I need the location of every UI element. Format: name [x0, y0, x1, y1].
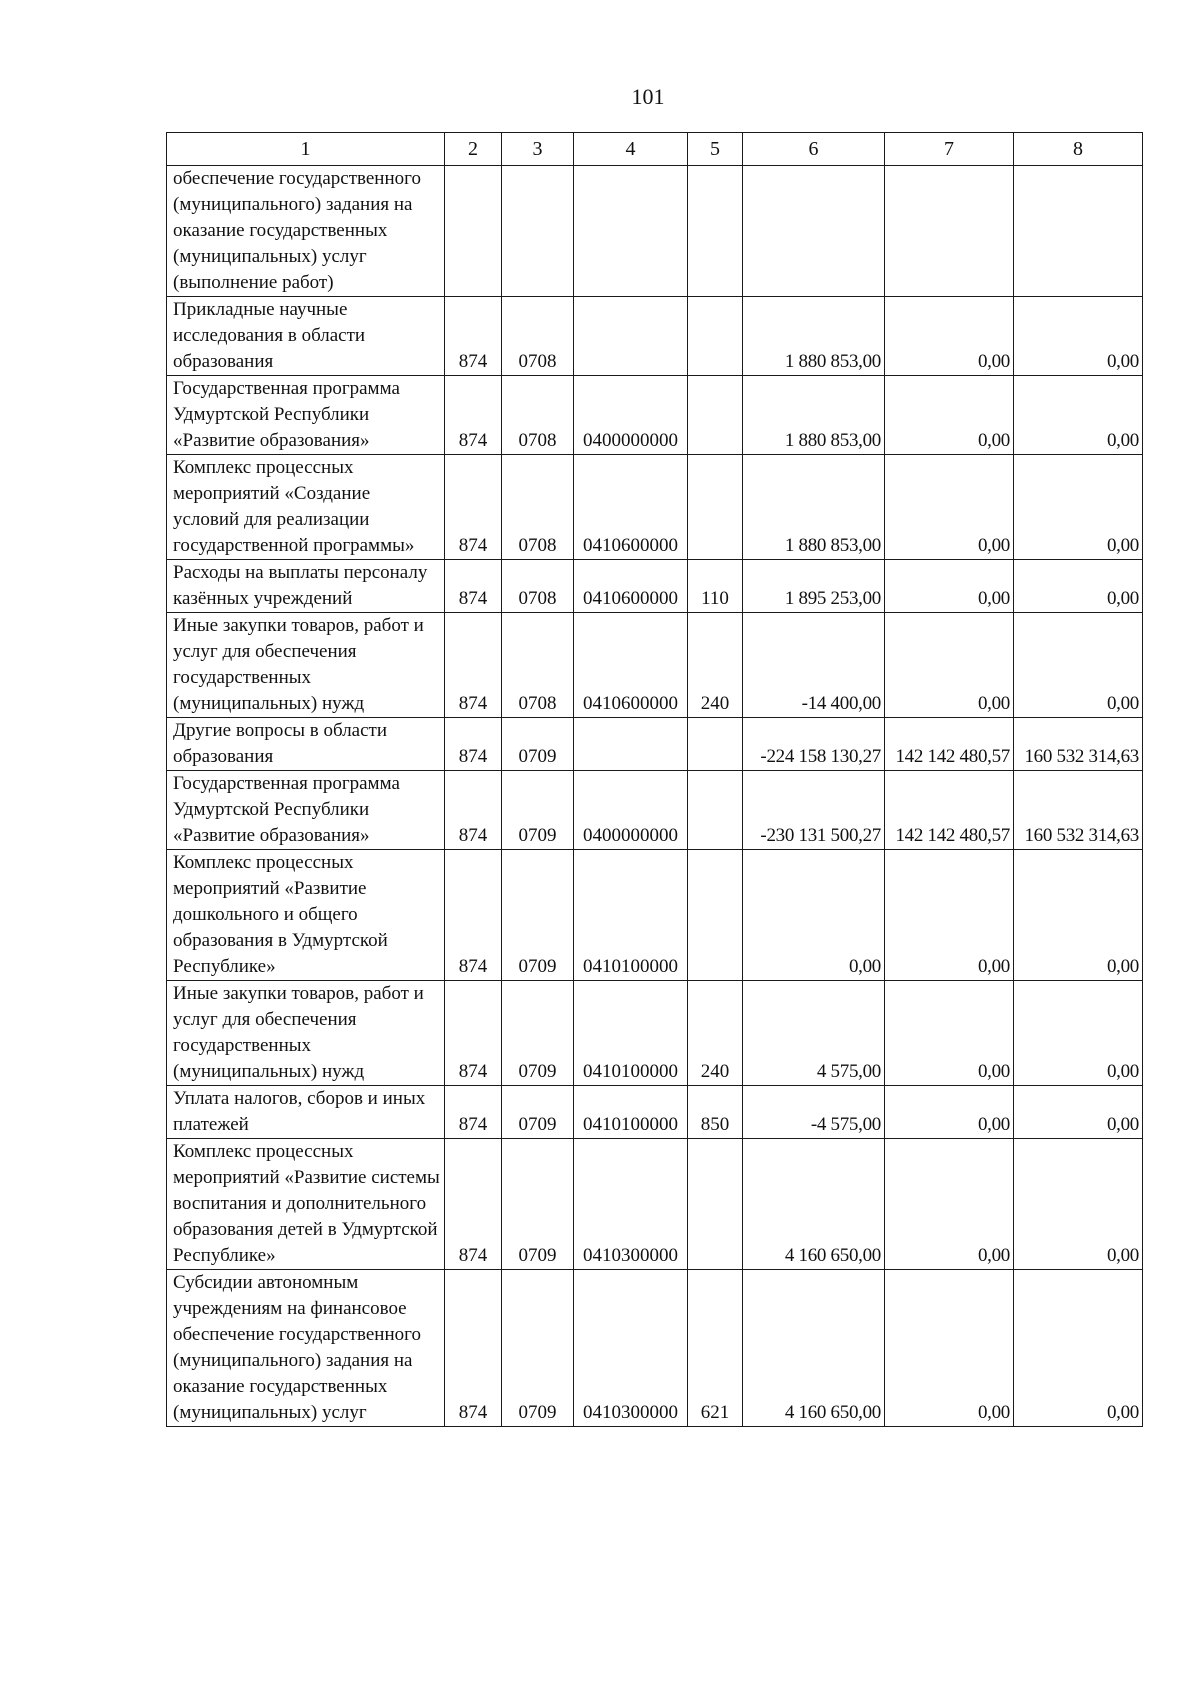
amount-cell: 0,00	[885, 1086, 1014, 1139]
amount-cell: 0,00	[1014, 1270, 1143, 1427]
table-row	[167, 1270, 1143, 1427]
section-cell	[502, 166, 574, 297]
section-cell: 0709	[502, 1270, 574, 1427]
amount-cell	[743, 166, 885, 297]
amount-cell: 4 575,00	[743, 981, 885, 1086]
code-cell: 874	[445, 718, 502, 771]
section-cell: 0709	[502, 718, 574, 771]
section-cell: 0708	[502, 455, 574, 560]
target-article-cell: 0400000000	[574, 771, 688, 850]
code-cell: 874	[445, 1139, 502, 1270]
expense-type-cell: 621	[688, 1270, 743, 1427]
target-article-cell: 0410300000	[574, 1139, 688, 1270]
amount-cell: 0,00	[885, 560, 1014, 613]
column-header: 6	[743, 133, 885, 166]
table-header-row	[167, 133, 1143, 166]
code-cell: 874	[445, 981, 502, 1086]
amount-cell: -224 158 130,27	[743, 718, 885, 771]
expense-type-cell	[688, 771, 743, 850]
code-cell: 874	[445, 297, 502, 376]
target-article-cell	[574, 718, 688, 771]
amount-cell: 0,00	[1014, 455, 1143, 560]
expense-type-cell	[688, 376, 743, 455]
amount-cell: 1 880 853,00	[743, 376, 885, 455]
amount-cell: 142 142 480,57	[885, 718, 1014, 771]
amount-cell: 0,00	[1014, 981, 1143, 1086]
table-row	[167, 376, 1143, 455]
expense-type-cell: 240	[688, 981, 743, 1086]
amount-cell: 0,00	[885, 297, 1014, 376]
expense-type-cell: 240	[688, 613, 743, 718]
section-cell: 0709	[502, 771, 574, 850]
target-article-cell: 0410600000	[574, 613, 688, 718]
section-cell: 0709	[502, 1139, 574, 1270]
table-row	[167, 297, 1143, 376]
code-cell: 874	[445, 850, 502, 981]
page-number: 101	[631, 84, 665, 109]
section-cell: 0708	[502, 376, 574, 455]
table-row	[167, 560, 1143, 613]
amount-cell: 0,00	[885, 376, 1014, 455]
amount-cell: 0,00	[1014, 1086, 1143, 1139]
expense-type-cell	[688, 850, 743, 981]
column-header: 7	[885, 133, 1014, 166]
section-cell: 0709	[502, 850, 574, 981]
table-row	[167, 1139, 1143, 1270]
target-article-cell: 0410600000	[574, 455, 688, 560]
amount-cell	[885, 166, 1014, 297]
row-name-cell: Государственная программа Удмуртской Республики «Развитие образования»	[167, 376, 445, 455]
target-article-cell: 0410100000	[574, 1086, 688, 1139]
amount-cell: 4 160 650,00	[743, 1270, 885, 1427]
expense-type-cell	[688, 1139, 743, 1270]
row-name-cell: Комплекс процессных мероприятий «Создание условий для реализации государственной программы»	[167, 455, 445, 560]
row-name-cell: Прикладные научные исследования в области образования	[167, 297, 445, 376]
amount-cell: 0,00	[1014, 1139, 1143, 1270]
amount-cell: 0,00	[743, 850, 885, 981]
amount-cell: 0,00	[1014, 850, 1143, 981]
row-name-cell: Расходы на выплаты персоналу казённых учреждений	[167, 560, 445, 613]
amount-cell: 160 532 314,63	[1014, 771, 1143, 850]
code-cell: 874	[445, 560, 502, 613]
table-row	[167, 1086, 1143, 1139]
code-cell: 874	[445, 376, 502, 455]
amount-cell: 0,00	[885, 455, 1014, 560]
column-header: 3	[502, 133, 574, 166]
amount-cell: -230 131 500,27	[743, 771, 885, 850]
code-cell: 874	[445, 771, 502, 850]
expense-type-cell	[688, 455, 743, 560]
table-row	[167, 455, 1143, 560]
target-article-cell: 0410100000	[574, 850, 688, 981]
amount-cell: 160 532 314,63	[1014, 718, 1143, 771]
target-article-cell: 0410100000	[574, 981, 688, 1086]
expense-type-cell: 850	[688, 1086, 743, 1139]
row-name-cell: Уплата налогов, сборов и иных платежей	[167, 1086, 445, 1139]
code-cell: 874	[445, 613, 502, 718]
amount-cell: 0,00	[1014, 613, 1143, 718]
section-cell: 0708	[502, 613, 574, 718]
row-name-cell: Другие вопросы в области образования	[167, 718, 445, 771]
amount-cell: 142 142 480,57	[885, 771, 1014, 850]
expense-type-cell: 110	[688, 560, 743, 613]
amount-cell: 0,00	[1014, 376, 1143, 455]
amount-cell: 0,00	[1014, 560, 1143, 613]
target-article-cell: 0400000000	[574, 376, 688, 455]
amount-cell	[1014, 166, 1143, 297]
amount-cell: 0,00	[885, 981, 1014, 1086]
section-cell: 0709	[502, 981, 574, 1086]
amount-cell: 0,00	[885, 613, 1014, 718]
amount-cell: 1 880 853,00	[743, 297, 885, 376]
row-name-cell: Иные закупки товаров, работ и услуг для обеспечения государственных (муниципальных) нужд	[167, 613, 445, 718]
amount-cell: -4 575,00	[743, 1086, 885, 1139]
amount-cell: 4 160 650,00	[743, 1139, 885, 1270]
column-header: 1	[167, 133, 445, 166]
amount-cell: 0,00	[1014, 297, 1143, 376]
row-name-cell: Комплекс процессных мероприятий «Развитие системы воспитания и дополнительного образования детей в Удмуртской Республике»	[167, 1139, 445, 1270]
column-header: 4	[574, 133, 688, 166]
table-row	[167, 718, 1143, 771]
column-header: 5	[688, 133, 743, 166]
section-cell: 0709	[502, 1086, 574, 1139]
code-cell: 874	[445, 455, 502, 560]
target-article-cell: 0410600000	[574, 560, 688, 613]
column-header: 2	[445, 133, 502, 166]
table-row	[167, 981, 1143, 1086]
code-cell: 874	[445, 1086, 502, 1139]
section-cell: 0708	[502, 297, 574, 376]
amount-cell: 0,00	[885, 1270, 1014, 1427]
row-name-cell: Иные закупки товаров, работ и услуг для обеспечения государственных (муниципальных) нужд	[167, 981, 445, 1086]
amount-cell: 0,00	[885, 1139, 1014, 1270]
row-name-cell: Государственная программа Удмуртской Республики «Развитие образования»	[167, 771, 445, 850]
table-row	[167, 850, 1143, 981]
expense-type-cell	[688, 166, 743, 297]
target-article-cell	[574, 297, 688, 376]
amount-cell: 1 880 853,00	[743, 455, 885, 560]
expense-type-cell	[688, 718, 743, 771]
table-row	[167, 166, 1143, 297]
amount-cell: -14 400,00	[743, 613, 885, 718]
amount-cell: 1 895 253,00	[743, 560, 885, 613]
column-header: 8	[1014, 133, 1143, 166]
section-cell: 0708	[502, 560, 574, 613]
target-article-cell	[574, 166, 688, 297]
row-name-cell: Субсидии автономным учреждениям на финансовое обеспечение государственного (муниципального) задания на оказание государственных (муниципальных) услуг	[167, 1270, 445, 1427]
table-row	[167, 771, 1143, 850]
row-name-cell: Комплекс процессных мероприятий «Развитие дошкольного и общего образования в Удмуртской Республике»	[167, 850, 445, 981]
target-article-cell: 0410300000	[574, 1270, 688, 1427]
expense-type-cell	[688, 297, 743, 376]
row-name-cell: обеспечение государственного (муниципального) задания на оказание государственных (муниципальных) услуг (выполнение работ)	[167, 166, 445, 297]
table-row	[167, 613, 1143, 718]
code-cell: 874	[445, 1270, 502, 1427]
amount-cell: 0,00	[885, 850, 1014, 981]
budget-table	[166, 132, 1143, 1427]
code-cell	[445, 166, 502, 297]
